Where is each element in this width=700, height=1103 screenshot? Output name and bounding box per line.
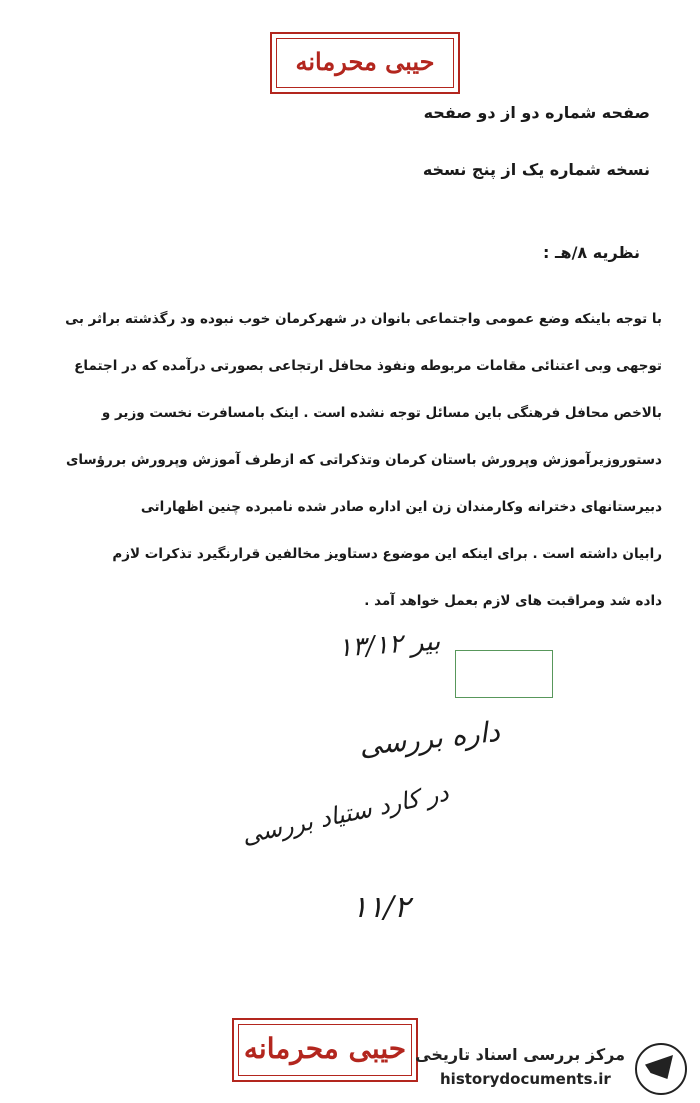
green-stamp — [455, 650, 553, 698]
handwritten-number: ۱۱/۲ — [351, 890, 410, 925]
body-line: دبیرستانهای دخترانه وکارمندان زن این اداره صادر شده نامبرده چنین اظهاراتی — [140, 499, 662, 515]
confidential-stamp-top: حیبی محرمانه — [270, 32, 460, 94]
reference-heading: نظریه ۸/هـ : — [543, 243, 640, 262]
handwritten-signature: بیر ۱۳/۱۲ — [336, 626, 441, 664]
handwritten-note: داره بررسی — [357, 714, 502, 763]
body-line: دستوروزیرآموزش وپرورش باستان کرمان وتذکراتی که ازطرف آموزش وپرورش بررؤسای — [65, 452, 662, 468]
handwritten-note: در کارد ستیاد بررسی — [238, 778, 451, 850]
body-line: توجهی وبی اعتنائی مقامات مربوطه ونفوذ محافل ارتجاعی بصورتی درآمده که در اجتماع — [74, 358, 662, 374]
archive-logo-icon — [635, 1043, 687, 1095]
confidential-stamp-bottom: حیبی محرمانه — [232, 1018, 418, 1082]
page-number-line: صفحه شماره دو از دو صفحه — [423, 103, 650, 122]
body-line: داده شد ومراقبت های لازم بعمل خواهد آمد . — [364, 593, 662, 609]
watermark-title: مرکز بررسی اسناد تاریخی — [415, 1045, 625, 1064]
document-body — [32, 296, 662, 625]
copy-number-line: نسخه شماره یک از پنج نسخه — [422, 160, 650, 179]
body-line: بالاخص محافل فرهنگی باین مسائل توجه نشده است . اینک بامسافرت نخست وزیر و — [101, 405, 662, 421]
body-line: رابیان داشته است . برای اینکه این موضوع دستاویز مخالفین قرارنگیرد تذکرات لازم — [112, 546, 662, 562]
body-line: با توجه باینکه وضع عمومی واجتماعی بانوان در شهرکرمان خوب نبوده ود رگذشته براثر بی — [65, 311, 662, 327]
watermark-url: historydocuments.ir — [440, 1070, 611, 1088]
